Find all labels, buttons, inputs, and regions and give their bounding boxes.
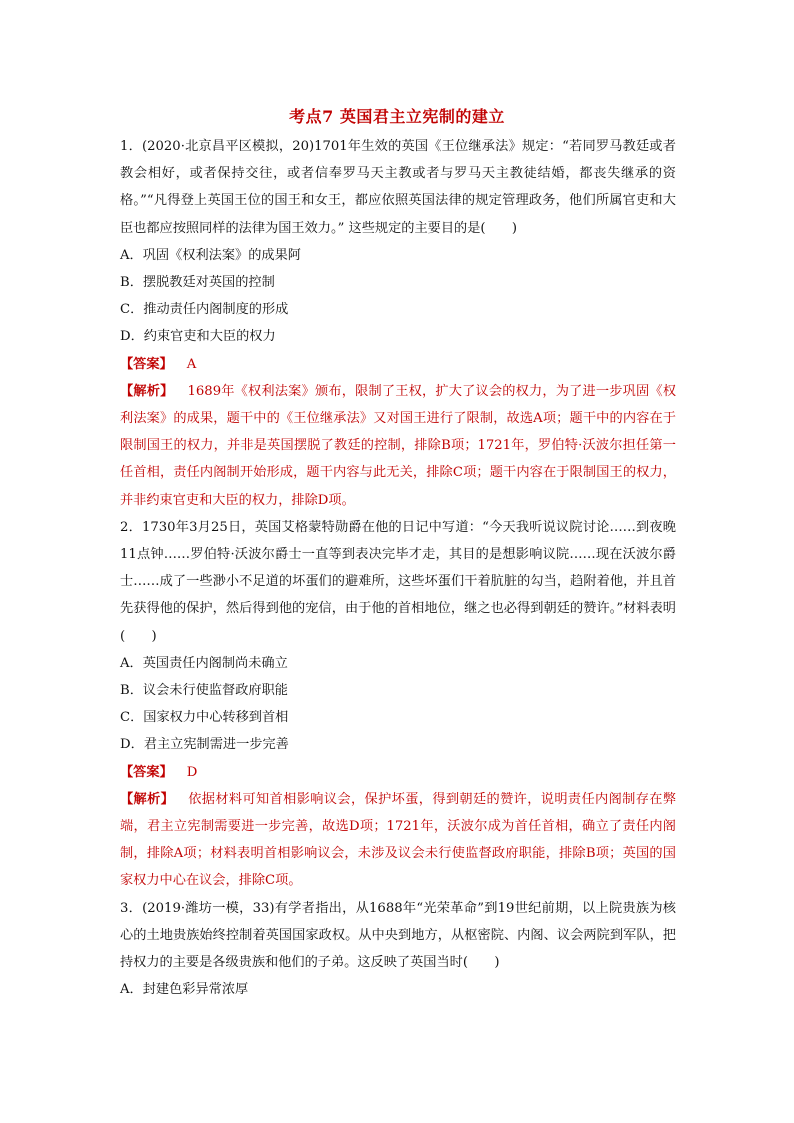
question-1-answer xyxy=(120,351,676,378)
question-2-answer xyxy=(120,759,676,786)
question-1-stem: 1．(2020·北京昌平区模拟，20)1701年生效的英国《王位继承法》规定：“若同罗马教廷或者教会相好，或者保持交往，或者信奉罗马天主教或者与罗马天主教徒结婚，都丧失继承的资格。”“凡得登上英国王位的国王和女王，都应依照英国法律的规定管理政务，他们所属官吏和大臣也都应按照同样的法律为国王效力。” 这些规定的主要目的是( ) xyxy=(120,139,676,236)
analysis-label: 【解析】 xyxy=(120,383,174,399)
question-1-option-d: D．约束官吏和大臣的权力 xyxy=(120,329,276,345)
analysis-label: 【解析】 xyxy=(120,791,175,807)
question-2-option-a: A．英国责任内阁制尚未确立 xyxy=(120,655,288,671)
question-2-stem: 2．1730年3月25日，英国艾格蒙特勋爵在他的日记中写道：“今天我听说议院讨论……到夜晚11点钟……罗伯特·沃波尔爵士一直等到表决完毕才走，其目的是想影响议院……现在沃波尔爵士……成了一些渺小不足道的坏蛋们的避难所，这些坏蛋们干着肮脏的勾当，趋附着他，并且首先获得他的保护，然后得到他的宠信，由于他的首相地位，继之也必得到朝廷的赞许。”材料表明( ) xyxy=(120,519,676,644)
document-body xyxy=(120,133,676,1004)
page-title: 考点7 英国君主立宪制的建立 xyxy=(289,107,505,126)
answer-value: D xyxy=(186,764,198,780)
question-3-option-a: A．封建色彩异常浓厚 xyxy=(120,982,249,998)
question-1-option-c: C．推动责任内阁制度的形成 xyxy=(120,302,289,318)
answer-label: 【答案】 xyxy=(120,356,173,372)
question-2-option-c: C．国家权力中心转移到首相 xyxy=(120,710,289,726)
question-2-option-b: B．议会未行使监督政府职能 xyxy=(120,683,288,699)
answer-value: A xyxy=(186,356,197,372)
answer-label: 【答案】 xyxy=(120,764,173,780)
question-2-option-d: D．君主立宪制需进一步完善 xyxy=(120,737,289,753)
analysis-text: 依据材料可知首相影响议会，保护坏蛋，得到朝廷的赞许，说明责任内阁制存在弊端，君主立宪制需要进一步完善，故选D项；1721年，沃波尔成为首任首相，确立了责任内阁制，排除A项；材料表明首相影响议会，未涉及议会未行使监督政府职能，排除B项；英国的国家权力中心在议会，排除C项。 xyxy=(120,791,677,889)
question-1-analysis xyxy=(120,378,676,514)
analysis-text: 1689年《权利法案》颁布，限制了王权，扩大了议会的权力，为了进一步巩固《权利法案》的成果，题干中的《王位继承法》又对国王进行了限制，故选A项；题干中的内容在于限制国王的权力，并非是英国摆脱了教廷的控制，排除B项；1721年，罗伯特·沃波尔担任第一任首相，责任内阁制开始形成，题干内容与此无关，排除C项；题干内容在于限制国王的权力，并非约束官吏和大臣的权力，排除D项。 xyxy=(120,383,677,508)
question-3-stem: 3．(2019·潍坊一模，33)有学者指出，从1688年“光荣革命”到19世纪前期，以上院贵族为核心的土地贵族始终控制着英国国家政权。从中央到地方，从枢密院、内阁、议会两院到军队，把持权力的主要是各级贵族和他们的子弟。这反映了英国当时( ) xyxy=(120,900,676,971)
question-1-option-a: A．巩固《权利法案》的成果阿 xyxy=(120,247,301,263)
question-1-option-b: B．摆脱教廷对英国的控制 xyxy=(120,275,275,291)
question-2-analysis xyxy=(120,786,676,895)
